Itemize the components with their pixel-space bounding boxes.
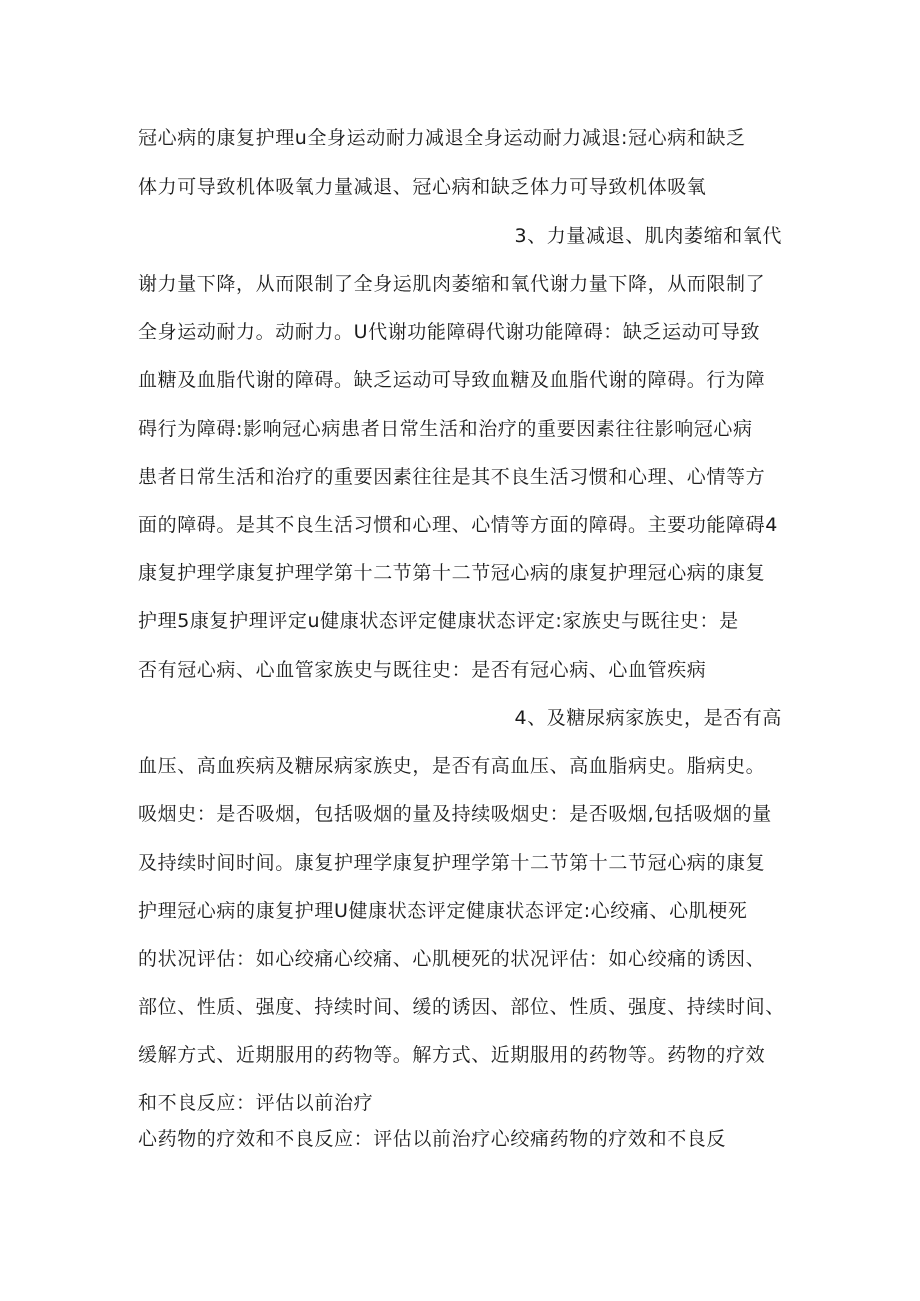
text-line: 吸烟史：是否吸烟，包括吸烟的量及持续吸烟史：是否吸烟,包括吸烟的量 — [138, 803, 772, 825]
text-line: 护理冠心病的康复护理U健康状态评定健康状态评定:心绞痛、心肌梗死 — [138, 900, 748, 922]
text-line: 面的障碍。是其不良生活习惯和心理、心情等方面的障碍。主要功能障碍4 — [138, 514, 778, 536]
text-line: 否有冠心病、心血管家族史与既往史：是否有冠心病、心血管疾病 — [138, 659, 707, 681]
text-line: 全身运动耐力。动耐力。U代谢功能障碍代谢功能障碍：缺乏运动可导致 — [138, 321, 761, 343]
text-line: 谢力量下降，从而限制了全身运肌肉萎缩和氧代谢力量下降，从而限制了 — [138, 273, 766, 295]
text-line: 血糖及血脂代谢的障碍。缺乏运动可导致血糖及血脂代谢的障碍。行为障 — [138, 369, 766, 391]
text-line: 碍行为障碍:影响冠心病患者日常生活和治疗的重要因素往往影响冠心病 — [138, 418, 753, 440]
text-line: 血压、高血疾病及糖尿病家族史，是否有高血压、高血脂病史。脂病史。 — [138, 755, 766, 777]
text-line: 部位、性质、强度、持续时间、缓的诱因、部位、性质、强度、持续时间、 — [138, 996, 785, 1018]
text-line: 4、及糖尿病家族史，是否有高 — [514, 707, 782, 729]
text-line: 及持续时间时间。康复护理学康复护理学第十二节第十二节冠心病的康复 — [138, 852, 766, 874]
text-line: 心药物的疗效和不良反应：评估以前治疗心绞痛药物的疗效和不良反 — [138, 1128, 727, 1150]
text-line: 缓解方式、近期服用的药物等。解方式、近期服用的药物等。药物的疗效 — [138, 1044, 766, 1066]
text-line: 3、力量减退、肌肉萎缩和氧代 — [514, 225, 782, 247]
text-line: 和不良反应：评估以前治疗 — [138, 1092, 374, 1114]
text-line: 的状况评估：如心绞痛心绞痛、心肌梗死的状况评估：如心绞痛的诱因、 — [138, 948, 766, 970]
text-line: 冠心病的康复护理u全身运动耐力减退全身运动耐力减退:冠心病和缺乏 — [138, 127, 746, 149]
text-line: 康复护理学康复护理学第十二节第十二节冠心病的康复护理冠心病的康复 — [138, 562, 766, 584]
text-line: 患者日常生活和治疗的重要因素往往是其不良生活习惯和心理、心情等方 — [138, 466, 766, 488]
text-line: 护理5康复护理评定u健康状态评定健康状态评定:家族史与既往史：是 — [138, 610, 739, 632]
text-line: 体力可导致机体吸氧力量减退、冠心病和缺乏体力可导致机体吸氧 — [138, 176, 707, 198]
